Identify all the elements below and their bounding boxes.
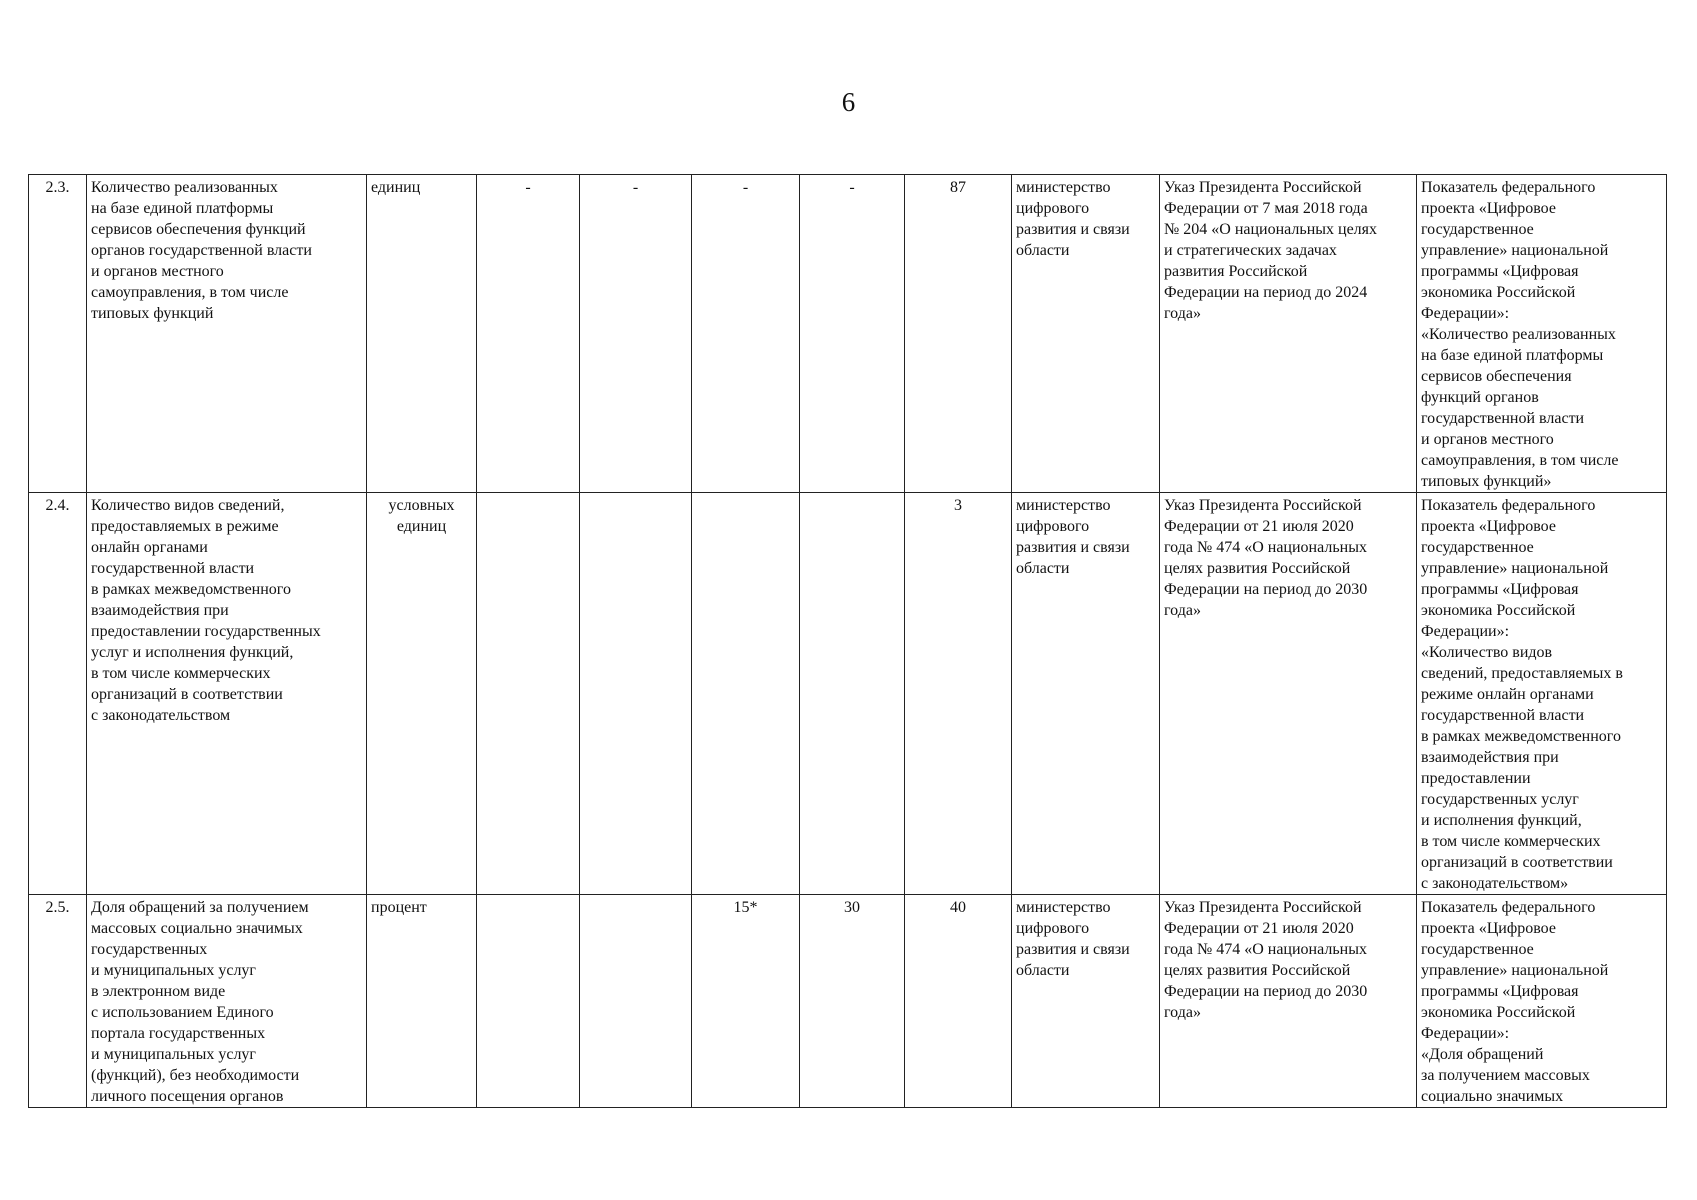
note: Показатель федерального проекта «Цифровое государственное управление» национальной программы «Цифровая экономика Российской Федерации»: «Количество видов сведений, предоставляемых в режиме онлайн органами государственной власти в рамках межведомственного взаимодействия при предоставлении государственных услуг и исполнения функций, в том числе коммерческих организаций в соответствии с законодательством» — [1417, 493, 1667, 895]
indicator-name: Доля обращений за получением массовых социально значимых государственных и муниципальных услуг в электронном виде с использованием Единого портала государственных и муниципальных услуг (функций), без необходимости личного посещения органов — [87, 895, 367, 1108]
value-3 — [692, 493, 800, 895]
page-number: 6 — [841, 87, 856, 117]
value-3: 15* — [692, 895, 800, 1108]
value-5: 87 — [905, 175, 1012, 493]
value-5: 3 — [905, 493, 1012, 895]
legal-basis: Указ Президента Российской Федерации от 21 июля 2020 года № 474 «О национальных целях развития Российской Федерации на период до 2030 года» — [1160, 493, 1417, 895]
table-row — [29, 493, 1667, 895]
value-1 — [477, 895, 580, 1108]
value-2: - — [580, 175, 692, 493]
legal-basis: Указ Президента Российской Федерации от 7 мая 2018 года № 204 «О национальных целях и стратегических задачах развития Российской Федерации на период до 2024 года» — [1160, 175, 1417, 493]
table-row — [29, 895, 1667, 1108]
value-3: - — [692, 175, 800, 493]
indicator-name: Количество реализованных на базе единой платформы сервисов обеспечения функций органов государственной власти и органов местного самоуправления, в том числе типовых функций — [87, 175, 367, 493]
value-2 — [580, 493, 692, 895]
row-number: 2.4. — [29, 493, 87, 895]
unit: условных единиц — [367, 493, 477, 895]
legal-basis: Указ Президента Российской Федерации от 21 июля 2020 года № 474 «О национальных целях развития Российской Федерации на период до 2030 года» — [1160, 895, 1417, 1108]
row-number: 2.3. — [29, 175, 87, 493]
indicator-name: Количество видов сведений, предоставляемых в режиме онлайн органами государственной власти в рамках межведомственного взаимодействия при предоставлении государственных услуг и исполнения функций, в том числе коммерческих организаций в соответствии с законодательством — [87, 493, 367, 895]
unit: процент — [367, 895, 477, 1108]
value-1 — [477, 493, 580, 895]
table-row — [29, 175, 1667, 493]
value-5: 40 — [905, 895, 1012, 1108]
responsible: министерство цифрового развития и связи области — [1012, 175, 1160, 493]
unit: единиц — [367, 175, 477, 493]
row-number: 2.5. — [29, 895, 87, 1108]
value-4: - — [800, 175, 905, 493]
value-2 — [580, 895, 692, 1108]
note: Показатель федерального проекта «Цифровое государственное управление» национальной программы «Цифровая экономика Российской Федерации»: «Количество реализованных на базе единой платформы сервисов обеспечения функций органов государственной власти и органов местного самоуправления, в том числе типовых функций» — [1417, 175, 1667, 493]
responsible: министерство цифрового развития и связи области — [1012, 895, 1160, 1108]
value-1: - — [477, 175, 580, 493]
value-4 — [800, 493, 905, 895]
value-4: 30 — [800, 895, 905, 1108]
note: Показатель федерального проекта «Цифровое государственное управление» национальной программы «Цифровая экономика Российской Федерации»: «Доля обращений за получением массовых социально значимых — [1417, 895, 1667, 1108]
responsible: министерство цифрового развития и связи области — [1012, 493, 1160, 895]
indicators-table — [28, 174, 1667, 1108]
